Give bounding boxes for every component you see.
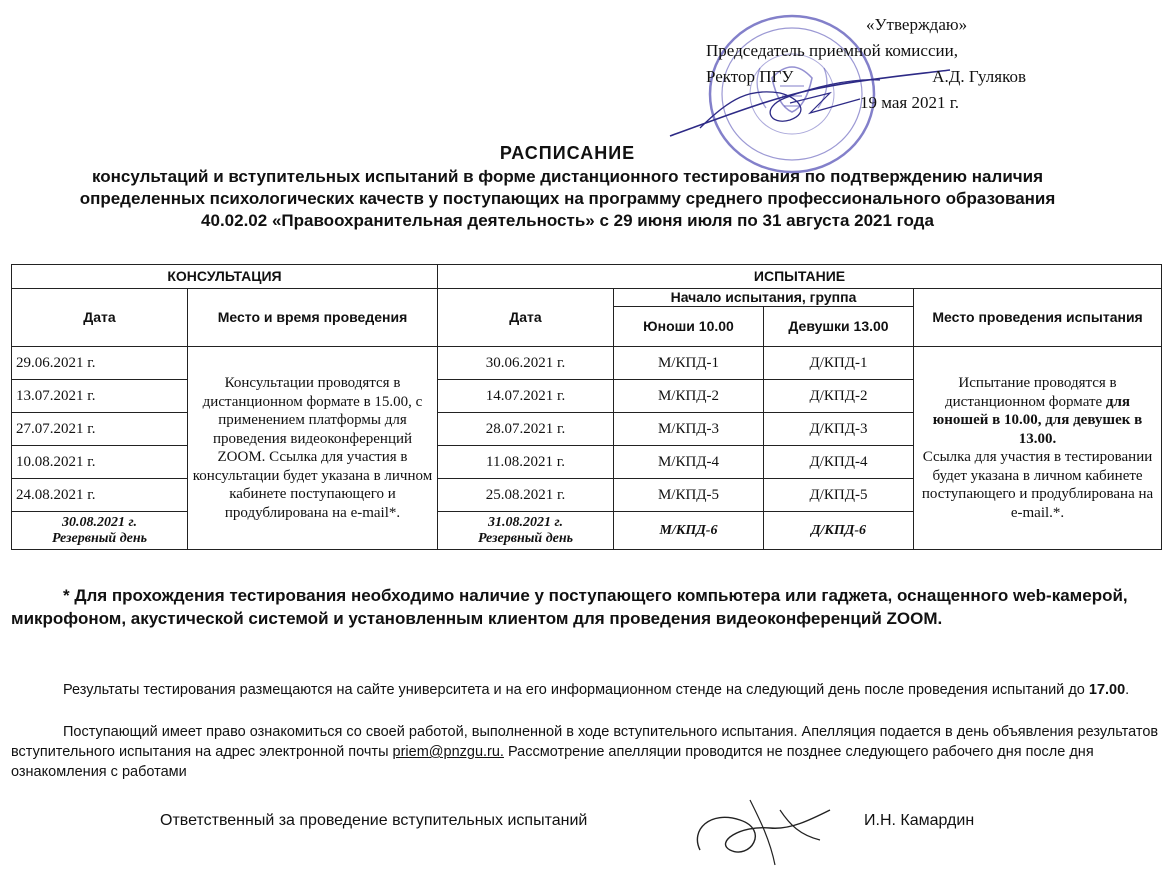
test-girls-cell: Д/КПД-4 [764,446,914,479]
header-test-place: Место проведения испытания [914,289,1162,347]
results-time: 17.00 [1088,682,1126,698]
test-date-cell: 11.08.2021 г. [438,446,614,479]
title-heading: РАСПИСАНИЕ [499,143,636,163]
consult-date-cell: 10.08.2021 г. [12,446,188,479]
consult-reserve-cell [12,512,188,550]
approval-date: 19 мая 2021 г. [860,93,960,112]
title-line-3: 40.02.02 «Правоохранительная деятельность» с 29 июня июля по 31 августа 2021 года [201,211,934,230]
test-date-cell: 25.08.2021 г. [438,479,614,512]
consult-date-cell: 29.06.2021 г. [12,347,188,380]
responsible-signature [680,790,850,870]
approval-rector-name: А.Д. Гуляков [932,67,1026,86]
approval-rector-line [706,64,1026,90]
test-boys-cell: М/КПД-1 [614,347,764,380]
test-boys-cell: М/КПД-2 [614,380,764,413]
table-subheader-row [12,289,1162,307]
test-girls-cell: Д/КПД-5 [764,479,914,512]
header-consultation: КОНСУЛЬТАЦИЯ [12,265,438,289]
test-reserve-label: Резервный день [477,530,574,546]
approval-chairman: Председатель приемной комиссии, [706,41,958,60]
consult-date-cell: 24.08.2021 г. [12,479,188,512]
header-test: ИСПЫТАНИЕ [438,265,1162,289]
test-reserve-girls-cell: Д/КПД-6 [764,512,914,550]
test-boys-cell: М/КПД-4 [614,446,764,479]
test-text-part-c: Ссылка для участия в тестировании будет указана в личном кабинете поступающего и продублирована на e-mail.*. [921,449,1154,521]
appeal-text-2: Рассмотрение апелляции проводится не позднее следующего рабочего дня после дня ознакомления с работами [11,744,1094,780]
responsible-line [160,812,1040,830]
table-group-header-row [12,265,1162,289]
title-line-1: консультаций и вступительных испытаний в форме дистанционного тестирования по подтверждению наличия [91,167,1044,186]
test-girls-cell: Д/КПД-3 [764,413,914,446]
test-girls-cell: Д/КПД-1 [764,347,914,380]
appeal-paragraph [11,722,1161,782]
results-paragraph [11,680,1161,700]
test-boys-cell: М/КПД-5 [614,479,764,512]
header-boys: Юноши 10.00 [614,307,764,347]
test-reserve-cell [438,512,614,550]
responsible-label: Ответственный за проведение вступительных испытаний [160,812,588,829]
test-boys-cell: М/КПД-3 [614,413,764,446]
header-consult-date: Дата [12,289,188,347]
test-description-cell [914,347,1162,550]
appeal-text-1: Поступающий имеет право ознакомиться со своей работой, выполненной в ходе вступительного испытания. Апелляция подается в день объявления результатов вступительного испытания на адрес электронной почты [11,724,1159,760]
consult-description-cell: Консультации проводятся в дистанционном формате в 15.00, с применением платформы для проведения видеоконференций ZOOM. Ссылка для участия в консультации будет указана в личном кабинете поступающего и продублирована на e-mail*. [188,347,438,550]
results-text: Результаты тестирования размещаются на сайте университета и на его информационном стенде на следующий день после проведения испытаний до [63,682,1089,698]
approval-title: «Утверждаю» [866,15,968,34]
header-girls: Девушки 13.00 [764,307,914,347]
header-place-time: Место и время проведения [188,289,438,347]
test-date-cell: 14.07.2021 г. [438,380,614,413]
consult-reserve-label: Резервный день [51,530,148,546]
approval-rector-title: Ректор ПГУ [706,67,794,86]
appeal-email-link[interactable]: priem@pnzgu.ru. [392,744,504,760]
table-row [12,347,1162,380]
test-date-cell: 28.07.2021 г. [438,413,614,446]
footnote-requirements: * Для прохождения тестирования необходимо наличие у поступающего компьютера или гаджета, оснащенного web-камерой, микрофоном, акустической системой и установленным клиентом для проведения видеоконференций ZOOM. [11,586,1128,628]
consult-reserve-date: 30.08.2021 г. [62,514,137,530]
title-line-2: определенных психологических качеств у поступающих на программу среднего профессионального образования [79,189,1056,208]
responsible-name: И.Н. Камардин [864,812,975,829]
header-start-group: Начало испытания, группа [614,289,914,307]
results-end: . [1125,682,1130,698]
test-reserve-date: 31.08.2021 г. [488,514,563,530]
consult-date-cell: 13.07.2021 г. [12,380,188,413]
schedule-table [11,264,1162,550]
test-girls-cell: Д/КПД-2 [764,380,914,413]
test-text-part-b: для юношей в 10.00, для девушек в 13.00. [932,393,1143,447]
consult-date-cell: 27.07.2021 г. [12,413,188,446]
header-test-date: Дата [438,289,614,347]
document-title [0,140,1135,232]
test-text-part-a: Испытание проводятся в дистанционном формате [945,375,1117,410]
test-date-cell: 30.06.2021 г. [438,347,614,380]
test-reserve-boys-cell: М/КПД-6 [614,512,764,550]
approval-block [706,12,1026,116]
